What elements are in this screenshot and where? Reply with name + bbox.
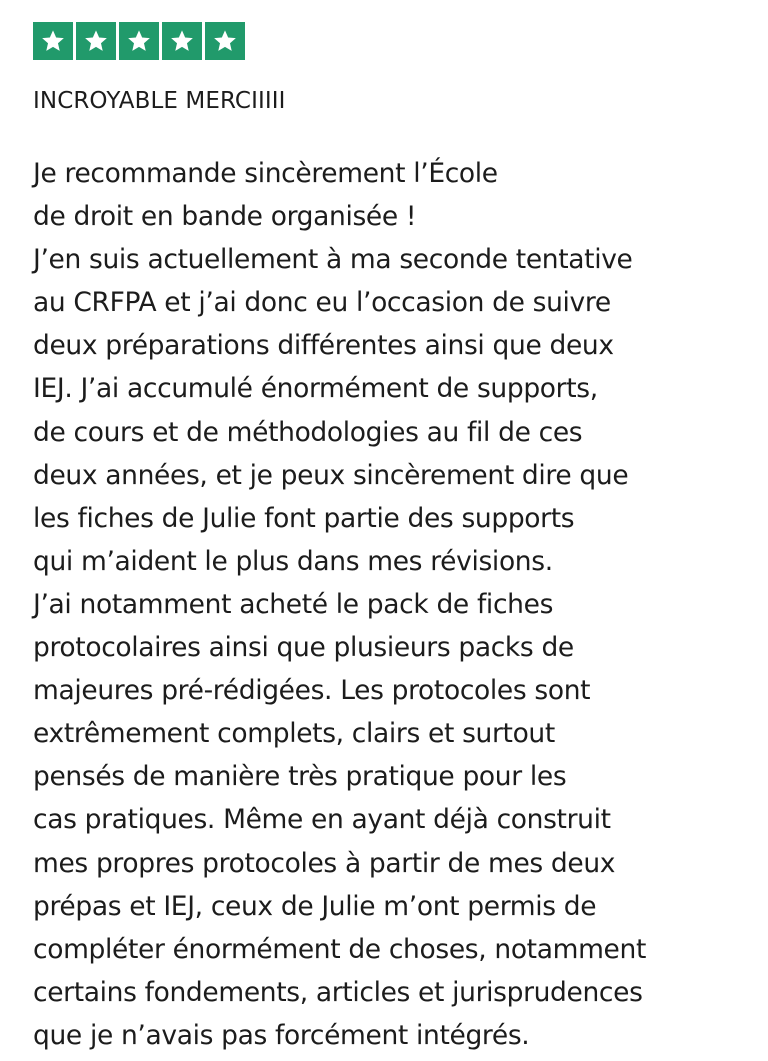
review-body-line: extrêmement complets, clairs et surtout (33, 718, 555, 750)
review-body-line: les fiches de Julie font partie des supports (33, 502, 575, 534)
star-icon (33, 22, 73, 60)
review-body-line: qui m’aident le plus dans mes révisions. (33, 545, 553, 577)
review-body-line: au CRFPA et j’ai donc eu l’occasion de suivre (33, 287, 611, 319)
review-body-line: prépas et IEJ, ceux de Julie m’ont permis de (33, 890, 597, 922)
review-body-line: pensés de manière très pratique pour les (33, 761, 567, 793)
review-body-line: deux années, et je peux sincèrement dire que (33, 459, 629, 491)
review-body-line: certains fondements, articles et jurisprudences (33, 976, 643, 1008)
review-body-line: mes propres protocoles à partir de mes deux (33, 847, 616, 879)
review-body-line: cas pratiques. Même en ayant déjà construit (33, 804, 611, 836)
review-body-line: deux préparations différentes ainsi que deux (33, 330, 614, 362)
review-body-line: Je recommande sincèrement l’École (33, 158, 498, 189)
review-body-line: de cours et de méthodologies au fil de ces (33, 416, 583, 448)
review-body-line: de droit en bande organisée ! (33, 201, 417, 233)
review-body-line: compléter énormément de choses, notamment (33, 933, 646, 965)
review-body-line: que je n’avais pas forcément intégrés. (33, 1019, 530, 1051)
review-body-line: majeures pré-rédigées. Les protocoles sont (33, 675, 591, 707)
star-icon (119, 22, 159, 60)
review-title: INCROYABLE MERCIIIII (33, 88, 286, 114)
star-icon (205, 22, 245, 60)
star-rating (33, 22, 245, 60)
review-body-line: J’en suis actuellement à ma seconde tentative (33, 244, 633, 276)
review-body-line: IEJ. J’ai accumulé énormément de supports, (33, 373, 598, 405)
review-body-line: protocolaires ainsi que plusieurs packs de (33, 632, 574, 664)
star-icon (76, 22, 116, 60)
review-body-line: J’ai notamment acheté le pack de fiches (33, 588, 554, 620)
star-icon (162, 22, 202, 60)
review-body (33, 152, 763, 1057)
